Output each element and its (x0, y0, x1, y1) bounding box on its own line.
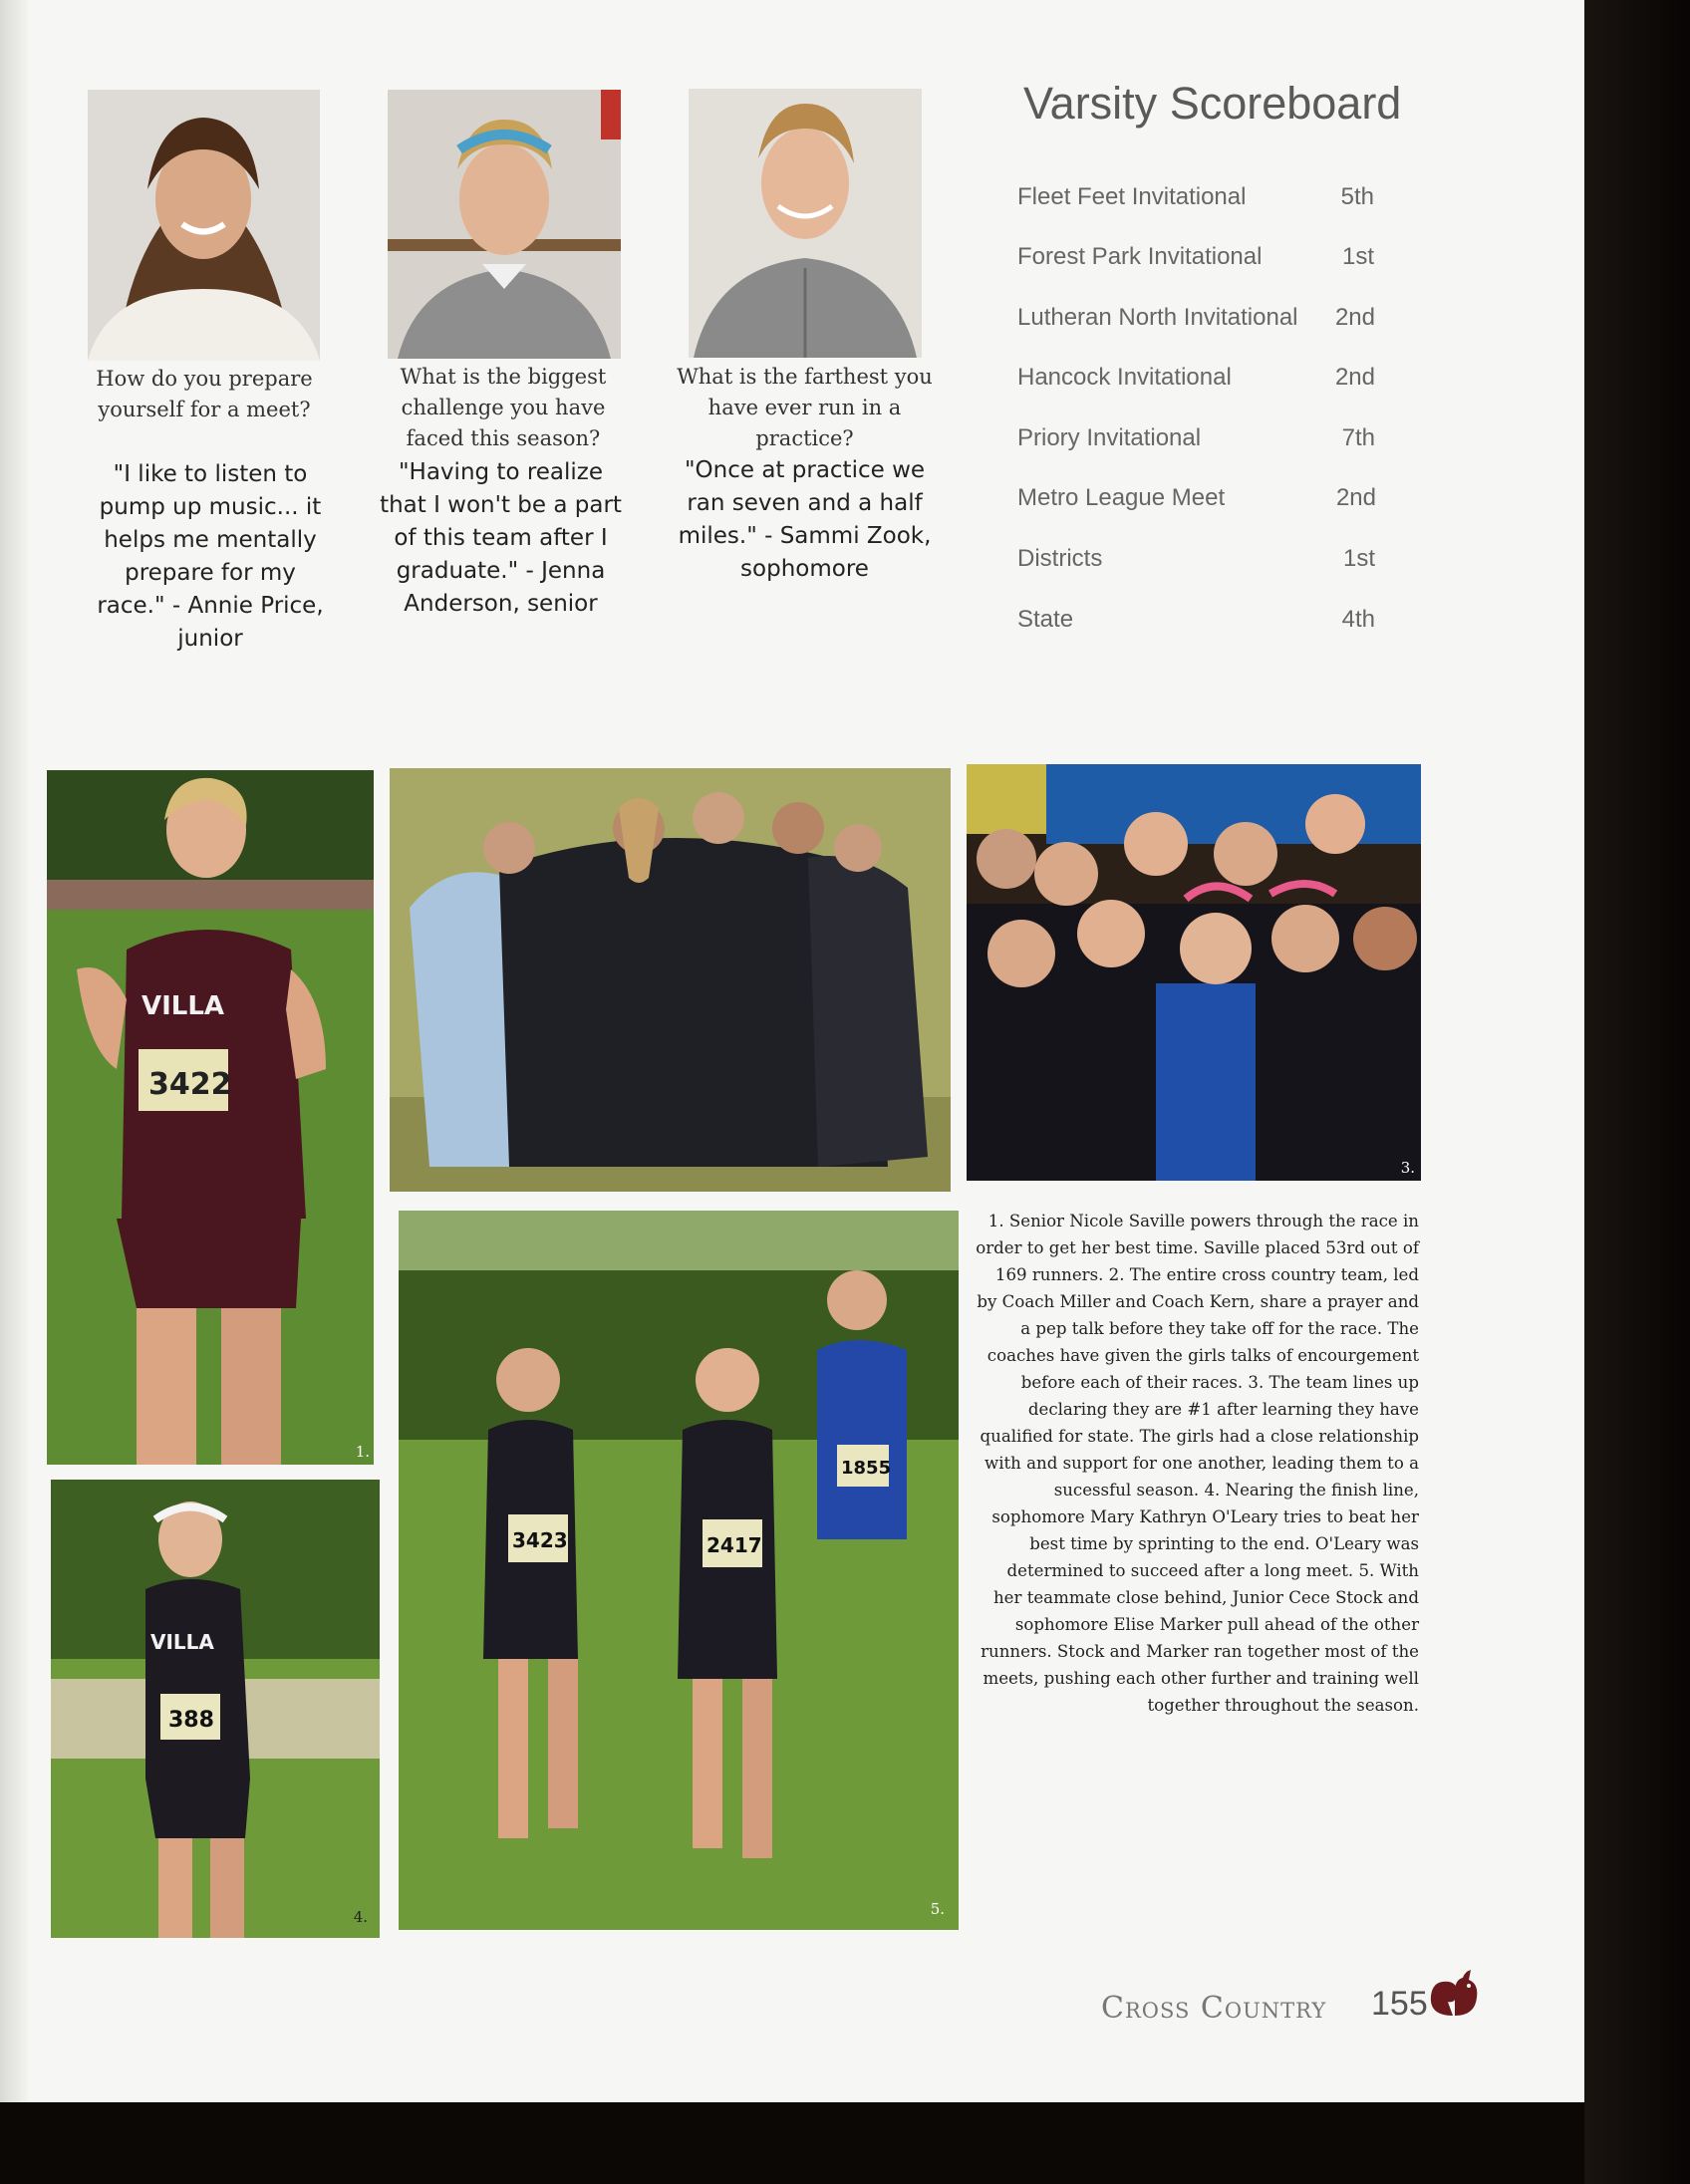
bib-number-5b: 2417 (706, 1533, 762, 1557)
scoreboard-place: 2nd (1334, 304, 1375, 331)
scoreboard-row (1017, 606, 1386, 646)
bib-number-1: 3422 (148, 1067, 232, 1102)
scoreboard-row (1017, 304, 1386, 344)
jersey-villa-text: VILLA (141, 991, 225, 1021)
bib-number-5a: 3423 (512, 1528, 568, 1552)
book-edge (1584, 0, 1690, 2184)
scoreboard-place: 7th (1341, 424, 1375, 451)
scoreboard-place: 1st (1342, 545, 1375, 572)
scoreboard-event: Lutheran North Invitational (1017, 304, 1298, 331)
scoreboard-row (1017, 243, 1386, 283)
page-spine (0, 0, 28, 2102)
jersey-villa-text-4: VILLA (150, 1630, 214, 1654)
question-2: What is the biggest challenge you have faced this season? (400, 365, 607, 450)
photo-team-huddle (390, 768, 951, 1192)
scoreboard-event: Fleet Feet Invitational (1017, 183, 1247, 210)
portrait-annie-price (88, 90, 320, 361)
photo-number-5: 5. (930, 1900, 945, 1918)
bib-number-4: 388 (168, 1708, 214, 1733)
scoreboard-row (1017, 183, 1386, 223)
scoreboard-place: 2nd (1334, 364, 1375, 391)
photo-captions: 1. Senior Nicole Saville powers through the race in order to get her best time. Saville placed 53rd out of 169 runners. 2. The entire cross country team, led by Coach Miller and Coach Kern, share a prayer and a pep talk before they take off for the race. The coaches have given the girls talks of encourgement before each of their races. 3. The team lines up declaring they are #1 after learning they have qualified for state. The girls had a close relationship with and support for one another, leading them to a sucessful season. 4. Nearing the finish line, sophomore Mary Kathryn O'Leary tries to beat her best time by sprinting to the end. O'Leary was determined to succeed after a long meet. 5. With her teammate close behind, Junior Cece Stock and sophomore Elise Marker pull ahead of the other runners. Stock and Marker ran together most of the meets, pushing each other further and training well together throughout the season. (976, 1212, 1419, 1715)
photo-runners-stock-marker (399, 1211, 959, 1930)
scoreboard-row (1017, 364, 1386, 404)
question-3: What is the farthest you have ever run in a practice? (677, 365, 933, 450)
portrait-jenna-anderson (388, 90, 621, 359)
photo-runner-saville (47, 770, 374, 1465)
scoreboard-row (1017, 484, 1386, 524)
scoreboard-event: Hancock Invitational (1017, 364, 1232, 391)
question-1: How do you prepare yourself for a meet? (96, 367, 313, 421)
scoreboard-place: 2nd (1335, 484, 1376, 511)
scoreboard-row (1017, 545, 1386, 585)
scoreboard-event: Metro League Meet (1017, 484, 1226, 511)
photo-number-4: 4. (353, 1908, 368, 1926)
scoreboard-place: 1st (1341, 243, 1374, 270)
photo-number-3: 3. (1400, 1159, 1415, 1177)
page-number: 155 (1371, 1985, 1428, 2023)
photo-number-1: 1. (355, 1443, 370, 1461)
photo-team-number-one (967, 764, 1421, 1181)
answer-2: "Having to realize that I won't be a part of this team after I graduate." - Jenna Anderson, senior (380, 459, 622, 617)
answer-1: "I like to listen to pump up music... it helps me mentally prepare for my race." - Annie Price, junior (97, 461, 324, 652)
scoreboard-row (1017, 424, 1386, 464)
photo-runner-oleary (51, 1480, 380, 1938)
scoreboard-place: 5th (1340, 183, 1374, 210)
scoreboard-title: Varsity Scoreboard (1023, 78, 1402, 129)
section-label: Cross Country (1101, 1991, 1327, 2026)
squirrel-mascot-icon (1419, 1958, 1485, 2022)
portrait-sammi-zook (689, 89, 922, 358)
answer-3: "Once at practice we ran seven and a half miles." - Sammi Zook, sophomore (678, 457, 932, 582)
bib-number-5c: 1855 (841, 1458, 892, 1479)
scoreboard-event: Districts (1017, 545, 1103, 572)
scoreboard-event: State (1017, 606, 1074, 633)
scoreboard-event: Priory Invitational (1017, 424, 1202, 451)
scoreboard-place: 4th (1341, 606, 1375, 633)
scoreboard-event: Forest Park Invitational (1017, 243, 1263, 270)
